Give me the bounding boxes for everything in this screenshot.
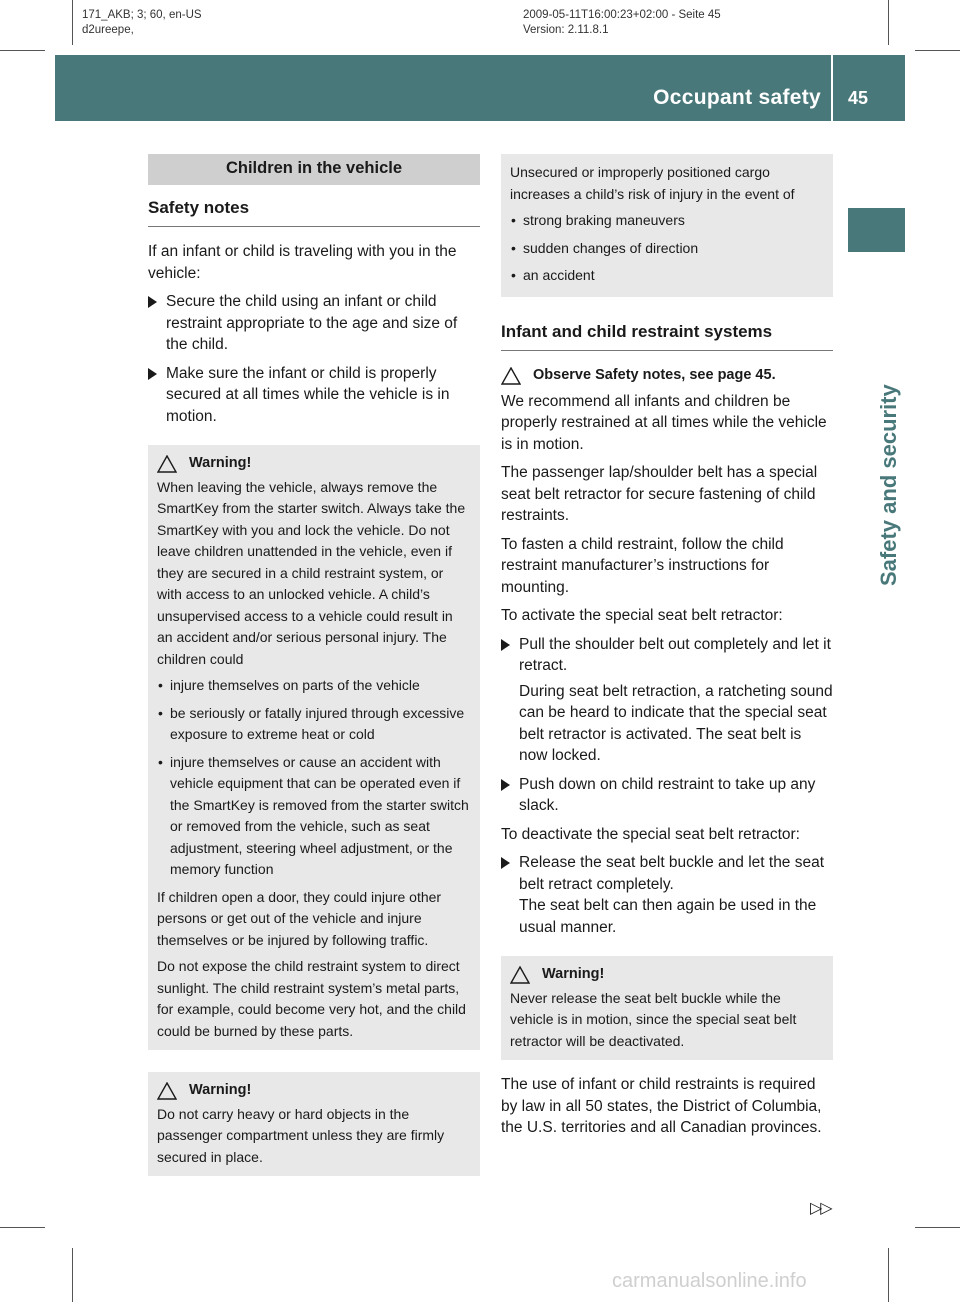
step-detail: The seat belt can then again be used in the usual manner. (519, 897, 817, 936)
list-item: • strong braking maneuvers (511, 212, 685, 228)
list-item: • an accident (511, 267, 595, 283)
warning-box (148, 445, 480, 1050)
warning-text: When leaving the vehicle, always remove the SmartKey from the starter switch. Always take the SmartKey with you and lock the vehicle. Do not leave children unattended in the vehicle, even if they are secured in a child restraint system, or with access to an unlocked vehicle. A child’s unsupervised access to a vehicle could result in an accident and/or serious personal injury. The children could (157, 478, 466, 667)
crop-mark (72, 1248, 73, 1302)
instruction-step (148, 291, 480, 356)
warning-triangle-icon (501, 367, 521, 385)
intro-text: If an infant or child is traveling with you in the vehicle: (148, 243, 457, 282)
step-text: Push down on child restraint to take up any slack. (519, 775, 816, 814)
instruction-step (501, 852, 833, 938)
side-tab-marker (848, 208, 905, 252)
left-column (148, 154, 480, 1176)
warning-box (148, 1072, 480, 1176)
step-detail: During seat belt retraction, a ratcheting sound can be heard to indicate that the special seat belt retractor is activated. The seat belt is now locked. (519, 682, 833, 764)
warning-text: Do not carry heavy or hard objects in the passenger compartment unless they are firmly secured in place. (157, 1105, 445, 1165)
warning-header (157, 1080, 471, 1102)
cargo-note-text: Unsecured or improperly positioned cargo increases a child’s risk of injury in the event of (510, 164, 795, 202)
warning-title: Warning! (189, 455, 252, 471)
arrow-right-icon (501, 639, 510, 651)
side-tab-label: Safety and security (876, 384, 901, 586)
page-number: 45 (848, 88, 869, 108)
arrow-right-icon (501, 779, 510, 791)
body-text: To fasten a child restraint, follow the child restraint manufacturer’s instructions for mounting. (501, 535, 784, 596)
step-text: Pull the shoulder belt out completely and let it retract. (519, 635, 831, 674)
crop-mark (72, 0, 73, 45)
crop-mark (888, 1248, 889, 1302)
crop-mark (915, 50, 960, 51)
continue-arrows-icon: ▷▷ (810, 1200, 831, 1217)
print-meta-line: Version: 2.11.8.1 (523, 24, 609, 36)
cargo-note-box (501, 154, 833, 297)
instruction-step (501, 774, 833, 817)
body-text: We recommend all infants and children be properly restrained at all times while the vehicle is in motion. (501, 392, 827, 453)
arrow-right-icon (501, 857, 510, 869)
instruction-step (148, 363, 480, 428)
observe-note-text: Observe Safety notes, see page 45. (533, 367, 776, 383)
warning-title: Warning! (542, 966, 605, 982)
list-item: • injure themselves or cause an accident with vehicle equipment that can be operated even if the SmartKey is removed from the starter switch or removed from the vehicle, such as seat adjustment, steering wheel adjustment, or the memory function (158, 753, 469, 877)
crop-mark (0, 50, 45, 51)
crop-mark (888, 0, 889, 45)
print-meta-line: 2009-05-11T16:00:23+02:00 - Seite 45 (523, 9, 721, 21)
watermark: carmanualsonline.info (612, 1270, 807, 1292)
header-divider (831, 55, 833, 121)
print-meta-line: d2ureepe, (82, 24, 134, 36)
warning-triangle-icon (157, 455, 177, 473)
page-title: Occupant safety (653, 86, 821, 109)
step-text: Make sure the infant or child is properly secured at all times while the vehicle is in motion. (166, 364, 450, 425)
arrow-right-icon (148, 296, 157, 308)
print-meta-right (523, 8, 721, 38)
warning-box (501, 956, 833, 1060)
body-text: The passenger lap/shoulder belt has a special seat belt retractor for secure fastening of child restraints. (501, 464, 818, 524)
section-title: Children in the vehicle (148, 154, 480, 185)
list-item: • be seriously or fatally injured through excessive exposure to extreme heat or cold (158, 704, 465, 742)
bullet-text: injure themselves or cause an accident with vehicle equipment that can be operated even if the SmartKey is removed from the starter switch or removed from the vehicle, such as seat adjustment, steering wheel adjustment, or the memory function (170, 753, 469, 877)
subheading-restraint-systems: Infant and child restraint systems (501, 297, 833, 352)
subheading-safety-notes: Safety notes (148, 185, 480, 228)
bullet-text: strong braking maneuvers (523, 212, 685, 228)
body-text: The use of infant or child restraints is required by law in all 50 states, the District of Columbia, the U.S. territories and all Canadian provinces. (501, 1076, 822, 1136)
warning-header (510, 964, 824, 986)
warning-title: Warning! (189, 1082, 252, 1098)
print-meta-left (82, 8, 202, 38)
step-text: Secure the child using an infant or child restraint appropriate to the age and size of the child. (166, 293, 458, 353)
list-item: • sudden changes of direction (511, 239, 699, 256)
warning-text: Do not expose the child restraint system to direct sunlight. The child restraint system’s metal parts, for example, could become very hot, and the child could be burned by these parts. (157, 958, 466, 1039)
bullet-text: injure themselves on parts of the vehicle (170, 677, 420, 693)
bullet-text: be seriously or fatally injured through excessive exposure to extreme heat or cold (170, 704, 465, 742)
body-text: To deactivate the special seat belt retractor: (501, 825, 800, 843)
step-text: Release the seat belt buckle and let the seat belt retract completely. (519, 854, 825, 893)
body-text: To activate the special seat belt retractor: (501, 607, 783, 624)
list-item: • injure themselves on parts of the vehicle (158, 677, 420, 693)
warning-text: Never release the seat belt buckle while the vehicle is in motion, since the special seat belt retractor will be deactivated. (510, 989, 797, 1049)
crop-mark (915, 1227, 960, 1228)
bullet-text: sudden changes of direction (523, 239, 699, 256)
observe-note (501, 365, 833, 387)
crop-mark (0, 1227, 45, 1228)
bullet-text: an accident (523, 267, 595, 283)
arrow-right-icon (148, 368, 157, 380)
print-meta-line: 171_AKB; 3; 60, en-US (82, 9, 202, 21)
warning-triangle-icon (157, 1082, 177, 1100)
warning-triangle-icon (510, 966, 530, 984)
instruction-step (501, 634, 833, 767)
warning-text: If children open a door, they could injure other persons or get out of the vehicle and injure themselves or be injured by following traffic. (157, 888, 442, 948)
warning-header (157, 453, 471, 475)
right-column (501, 154, 833, 1146)
